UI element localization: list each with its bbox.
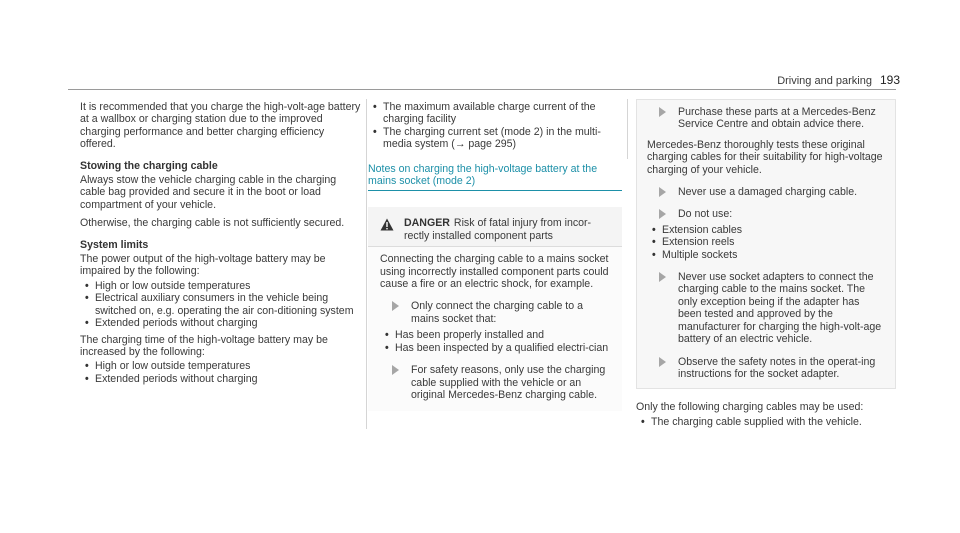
limits-paragraph-2: The charging time of the high-voltage battery may be increased by the following: xyxy=(80,333,328,358)
column-divider xyxy=(366,99,367,429)
step-text: Never use socket adapters to connect the charging cable to the mains socket. The only exception being if the adapter has been tested and approved by the manufacturer for charging the high-volt-age battery of an electric vehicle. xyxy=(678,271,882,346)
info-paragraph: Mercedes-Benz thoroughly tests these original charging cables for their suitability for high-voltage charging of your vehicle. xyxy=(647,138,883,176)
step-text: Purchase these parts at a Mercedes-Benz Service Centre and obtain advice there. xyxy=(678,106,876,131)
danger-box xyxy=(368,207,622,411)
list-item: • Multiple sockets xyxy=(647,249,885,261)
step-text: Only connect the charging cable to a mains socket that: xyxy=(411,300,583,325)
instruction-step xyxy=(647,356,885,381)
column-middle xyxy=(368,101,622,411)
list-item: • The charging current set (mode 2) in the multi-media system (→ page 295) xyxy=(368,126,622,151)
step-arrow-icon xyxy=(659,357,666,367)
stowing-heading: Stowing the charging cable xyxy=(80,159,218,172)
stowing-paragraph-2: Otherwise, the charging cable is not sufficiently secured. xyxy=(80,217,345,230)
do-not-use-list xyxy=(647,224,885,261)
column-divider xyxy=(627,99,628,159)
step-arrow-icon xyxy=(392,301,399,311)
list-item: • Extended periods without charging xyxy=(80,373,362,385)
danger-body xyxy=(368,246,622,411)
step-arrow-icon xyxy=(659,107,666,117)
instruction-step xyxy=(380,364,610,401)
step-text: For safety reasons, only use the charging cable supplied with the vehicle or an original Mercedes-Benz charging cable. xyxy=(411,364,606,401)
step-text: Do not use: xyxy=(678,208,733,221)
step-text: Observe the safety notes in the operat-ing instructions for the socket adapter. xyxy=(678,355,876,380)
section-heading: Notes on charging the high-voltage battery at the mains socket (mode 2) xyxy=(368,163,622,192)
danger-paragraph: Connecting the charging cable to a mains socket using incorrectly installed component parts could cause a fire or an electric shock, for example. xyxy=(380,253,609,291)
step-arrow-icon xyxy=(659,209,666,219)
list-item: • Has been inspected by a qualified electri-cian xyxy=(380,342,610,354)
danger-text: Risk of fatal injury from incor-rectly installed component parts xyxy=(404,217,592,242)
list-item: • Extended periods without charging xyxy=(80,317,362,329)
instruction-step xyxy=(647,208,885,220)
page-number: 193 xyxy=(879,73,900,87)
list-item: • High or low outside temperatures xyxy=(80,280,362,292)
header-rule xyxy=(68,89,896,90)
warning-triangle-icon xyxy=(380,218,394,231)
step-arrow-icon xyxy=(659,187,666,197)
limits-list xyxy=(80,280,362,330)
limits-heading: System limits xyxy=(80,238,149,251)
running-header xyxy=(777,74,900,87)
instruction-step xyxy=(647,271,885,345)
instruction-step xyxy=(647,186,885,198)
instruction-step xyxy=(380,300,610,325)
list-item: • Extension reels xyxy=(647,236,885,248)
list-item: • The charging cable supplied with the vehicle. xyxy=(636,416,896,428)
section-title: Driving and parking xyxy=(777,75,872,87)
danger-label: DANGER xyxy=(404,217,450,230)
charge-current-list xyxy=(368,101,622,151)
step-arrow-icon xyxy=(392,365,399,375)
list-item: • High or low outside temperatures xyxy=(80,360,362,372)
permitted-cables-paragraph: Only the following charging cables may be used: xyxy=(636,401,864,414)
limits-list-2 xyxy=(80,360,362,385)
instruction-step xyxy=(647,106,885,131)
column-left xyxy=(80,101,362,387)
step-arrow-icon xyxy=(659,272,666,282)
stowing-paragraph: Always stow the vehicle charging cable in the charging cable bag provided and secure it in the boot or load compartment of your vehicle. xyxy=(80,174,337,211)
limits-paragraph: The power output of the high-voltage battery may be impaired by the following: xyxy=(80,253,326,278)
list-item: • Extension cables xyxy=(647,224,885,236)
column-right xyxy=(636,99,896,430)
list-item: • Electrical auxiliary consumers in the vehicle being switched on, e.g. operating the air con-ditioning system xyxy=(80,292,362,317)
intro-paragraph: It is recommended that you charge the high-volt-age battery at a wallbox or charging station due to the improved charging performance and better charging efficiency offered. xyxy=(80,101,361,151)
socket-conditions-list xyxy=(380,329,610,354)
list-item: • Has been properly installed and xyxy=(380,329,610,341)
list-item: • The maximum available charge current of the charging facility xyxy=(368,101,622,126)
permitted-cables-list xyxy=(636,416,896,428)
step-text: Never use a damaged charging cable. xyxy=(678,186,858,199)
danger-box-continued xyxy=(636,99,896,389)
danger-header xyxy=(368,207,622,246)
